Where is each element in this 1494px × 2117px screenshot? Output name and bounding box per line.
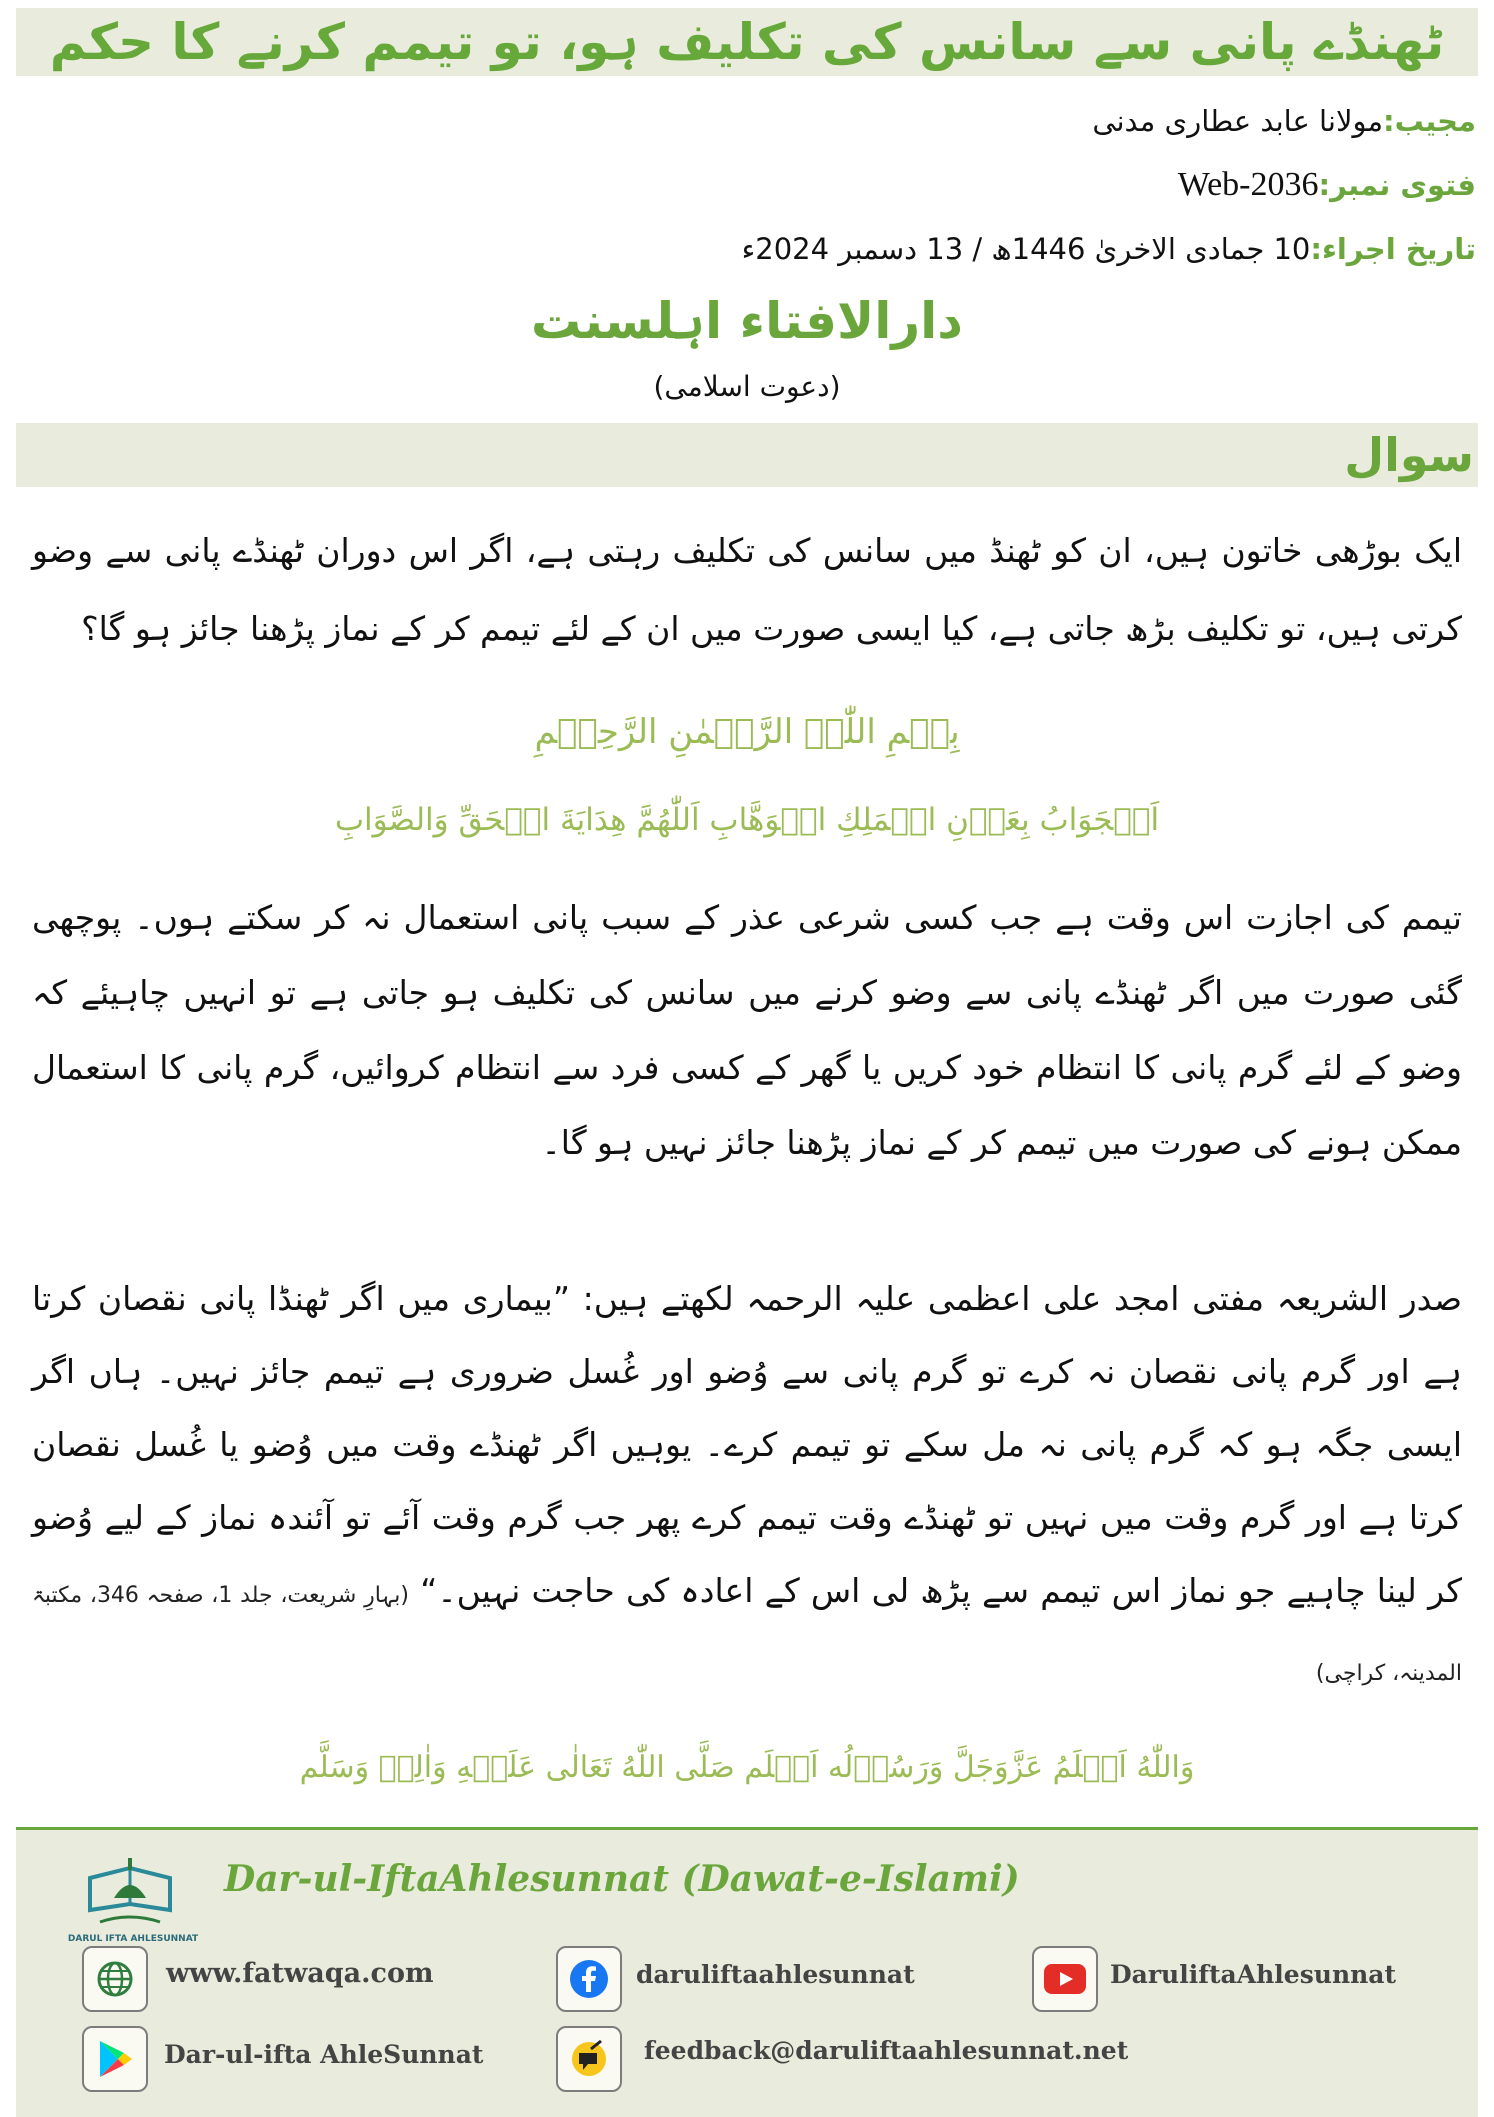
facebook-icon (568, 1958, 610, 2000)
youtube-label[interactable]: DaruliftaAhlesunnat (1110, 1960, 1397, 1989)
answer-opening: اَلۡجَوَابُ بِعَوۡنِ الۡمَلِكِ الۡوَهَّابِ اَللّٰهُمَّ هِدَايَةَ الۡحَقِّ وَالصَّوَابِ (334, 802, 1160, 838)
fatwa-number-label: فتوی نمبر: (1318, 168, 1476, 202)
answer-paragraph-1: تیمم کی اجازت اس وقت ہے جب کسی شرعی عذر کے سبب پانی استعمال نہ کر سکتے ہوں۔ پوچھی گئی صورت میں اگر ٹھنڈے پانی سے وضو کرنے میں سانس کی تکلیف ہو جاتی ہے تو انہیں چاہیئے کہ وضو کے لئے گرم پانی کا انتظام خود کریں یا گھر کے کسی فرد سے انتظام کروائیں، گرم پانی کا استعمال ممکن ہونے کی صورت میں تیمم کر کے نماز پڑھنا جائز نہیں ہو گا۔ (32, 898, 1462, 1162)
youtube-link[interactable] (1032, 1946, 1098, 2012)
question-text: ایک بوڑھی خاتون ہیں، ان کو ٹھنڈ میں سانس کی تکلیف رہتی ہے، اگر اس دوران ٹھنڈے پانی سے وضو کرتی ہیں، تو تکلیف بڑھ جاتی ہے، کیا ایسی صورت میں ان کے لئے تیمم کر کے نماز پڑھنا جائز ہو گا؟ (32, 531, 1462, 648)
question-heading: سوال (1344, 428, 1474, 482)
issue-date-label: تاریخ اجراء: (1310, 232, 1476, 266)
facebook-label[interactable]: daruliftaahlesunnat (636, 1960, 915, 1989)
quote-text: صدر الشریعہ مفتی امجد علی اعظمی علیہ الرحمہ لکھتے ہیں: ”بیماری میں اگر ٹھنڈا پانی نقصان کرتا ہے اور گرم پانی نقصان نہ کرے تو گرم پانی سے وُضو اور غُسل ضروری ہے تیمم جائز نہیں۔ ہاں اگر ایسی جگہ ہو کہ گرم پانی نہ مل سکے تو تیمم کرے۔ یوہیں اگر ٹھنڈے وقت میں وُضو یا غُسل نقصان کرتا ہے اور گرم وقت میں نہیں تو ٹھنڈے وقت تیمم کرے پھر جب گرم وقت آئے تو آئندہ نماز کے لیے وُضو کر لینا چاہیے جو نماز اس تیمم سے پڑھ لی اس کے اعادہ کی حاجت نہیں۔“ (32, 1279, 1462, 1610)
bismillah: بِسۡمِ اللّٰہِ الرَّحۡمٰنِ الرَّحِیۡمِ (534, 712, 960, 752)
play-store-label[interactable]: Dar-ul-ifta AhleSunnat (164, 2040, 484, 2069)
youtube-icon (1043, 1962, 1087, 1996)
fatwa-number-row (1178, 166, 1476, 204)
mujeeb-row (1092, 104, 1476, 138)
facebook-link[interactable] (556, 1946, 622, 2012)
feedback-email[interactable]: feedback@daruliftaahlesunnat.net (644, 2036, 1129, 2065)
issue-date-value: 10 جمادی الاخریٰ 1446ھ / 13 دسمبر 2024ء (741, 232, 1311, 266)
question-band (16, 423, 1478, 487)
footer-brand: Dar-ul-IftaAhlesunnat (Dawat-e-Islami) (224, 1858, 1020, 1900)
reference-citation: (بہارِ شریعت، جلد 1، صفحہ 346، مکتبۃ المدینہ، کراچی) (32, 1583, 1462, 1686)
mujeeb-label: مجیب: (1383, 104, 1476, 138)
logo (60, 1838, 200, 1948)
logo-caption: DARUL IFTA AHLESUNNAT (67, 1934, 199, 1944)
fatwa-number-value: Web-2036 (1177, 166, 1319, 203)
institution-name: دارالافتاء اہلسنت (531, 292, 963, 350)
globe-icon (95, 1959, 135, 1999)
feedback-icon (569, 2039, 609, 2079)
play-store-link[interactable] (82, 2026, 148, 2092)
book-dome-logo-icon (60, 1838, 200, 1948)
mujeeb-value: مولانا عابد عطاری مدنی (1092, 104, 1383, 138)
closing-dua: وَاللّٰهُ اَعۡلَمُ عَزَّوَجَلَّ وَرَسُوۡلُه اَعۡلَم صَلَّى اللّٰهُ تَعَالٰى عَلَيۡهِ وَاٰلِهٖ وَسَلَّم (299, 1750, 1195, 1785)
feedback-link[interactable] (556, 2026, 622, 2092)
issue-date-row (742, 232, 1476, 266)
answer-paragraph-2 (32, 1262, 1462, 1710)
website-label[interactable]: www.fatwaqa.com (166, 1958, 434, 1989)
institution-subtitle: (دعوت اسلامی) (653, 370, 841, 403)
play-store-icon (96, 2039, 134, 2079)
website-link[interactable] (82, 1946, 148, 2012)
page-title: ٹھنڈے پانی سے سانس کی تکلیف ہو، تو تیمم کرنے کا حکم (49, 13, 1445, 71)
